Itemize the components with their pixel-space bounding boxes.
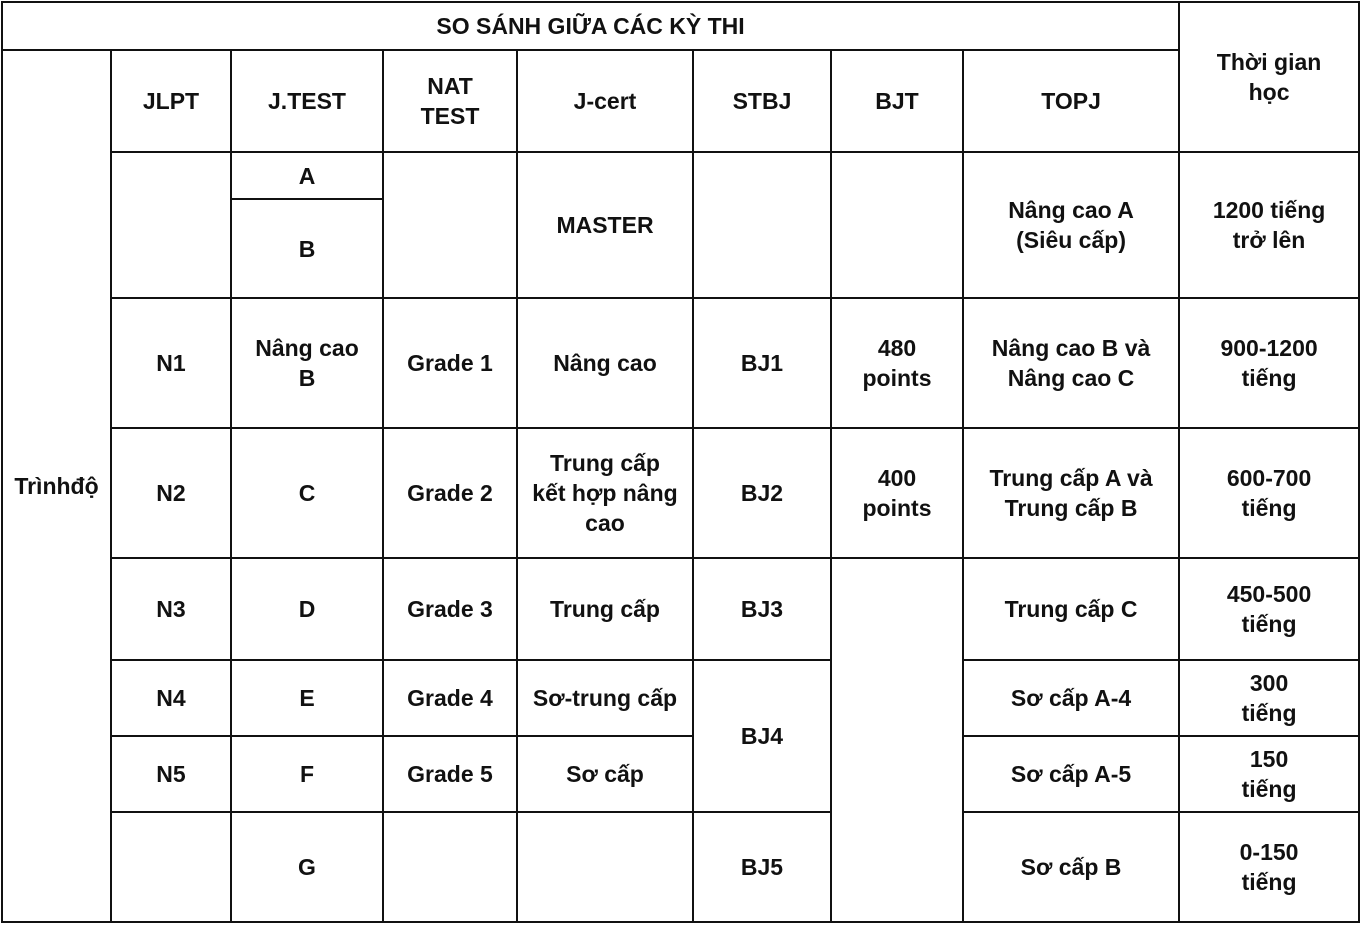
cell-n4-n5-stbj: BJ4 <box>693 660 831 812</box>
cell-n5-study: 150 tiếng <box>1179 736 1359 812</box>
cell-n2-jlpt: N2 <box>111 428 231 558</box>
cell-n2-nat: Grade 2 <box>383 428 517 558</box>
cell-master-jcert: MASTER <box>517 152 693 298</box>
cell-n1-jcert: Nâng cao <box>517 298 693 428</box>
cell-last-nat <box>383 812 517 922</box>
header-bjt: BJT <box>831 50 963 152</box>
cell-master-jtest-b: B <box>231 199 383 298</box>
cell-master-nat <box>383 152 517 298</box>
cell-n2-study: 600-700 tiếng <box>1179 428 1359 558</box>
cell-n2-jcert: Trung cấp kết hợp nâng cao <box>517 428 693 558</box>
cell-last-jcert <box>517 812 693 922</box>
cell-n1-study: 900-1200 tiếng <box>1179 298 1359 428</box>
cell-n4-study: 300 tiếng <box>1179 660 1359 736</box>
cell-master-topj: Nâng cao A (Siêu cấp) <box>963 152 1179 298</box>
exam-comparison-table <box>1 1 1360 923</box>
cell-n1-nat: Grade 1 <box>383 298 517 428</box>
cell-master-study: 1200 tiếng trở lên <box>1179 152 1359 298</box>
cell-n3-topj: Trung cấp C <box>963 558 1179 660</box>
cell-n4-jtest: E <box>231 660 383 736</box>
cell-last-study: 0-150 tiếng <box>1179 812 1359 922</box>
header-jlpt: JLPT <box>111 50 231 152</box>
cell-master-bjt <box>831 152 963 298</box>
cell-n5-jlpt: N5 <box>111 736 231 812</box>
cell-n4-nat: Grade 4 <box>383 660 517 736</box>
cell-n4-topj: Sơ cấp A-4 <box>963 660 1179 736</box>
cell-n3-jtest: D <box>231 558 383 660</box>
cell-n1-topj: Nâng cao B và Nâng cao C <box>963 298 1179 428</box>
cell-last-jlpt <box>111 812 231 922</box>
cell-n3-jlpt: N3 <box>111 558 231 660</box>
cell-n4-jlpt: N4 <box>111 660 231 736</box>
header-jtest: J.TEST <box>231 50 383 152</box>
cell-n1-jtest: Nâng cao B <box>231 298 383 428</box>
table-title: SO SÁNH GIỮA CÁC KỲ THI <box>2 2 1179 50</box>
cell-n1-stbj: BJ1 <box>693 298 831 428</box>
header-topj: TOPJ <box>963 50 1179 152</box>
cell-n3-stbj: BJ3 <box>693 558 831 660</box>
cell-n2-topj: Trung cấp A và Trung cấp B <box>963 428 1179 558</box>
cell-n5-jtest: F <box>231 736 383 812</box>
header-jcert: J-cert <box>517 50 693 152</box>
cell-n2-stbj: BJ2 <box>693 428 831 558</box>
cell-n3-study: 450-500 tiếng <box>1179 558 1359 660</box>
cell-n3-jcert: Trung cấp <box>517 558 693 660</box>
cell-master-jlpt <box>111 152 231 298</box>
cell-n5-nat: Grade 5 <box>383 736 517 812</box>
level-row-label: Trìnhđộ <box>2 50 111 922</box>
cell-last-stbj: BJ5 <box>693 812 831 922</box>
cell-n2-jtest: C <box>231 428 383 558</box>
header-nat-test: NAT TEST <box>383 50 517 152</box>
cell-n4-jcert: Sơ-trung cấp <box>517 660 693 736</box>
cell-n2-bjt: 400 points <box>831 428 963 558</box>
cell-n3-nat: Grade 3 <box>383 558 517 660</box>
cell-n1-bjt: 480 points <box>831 298 963 428</box>
cell-last-jtest: G <box>231 812 383 922</box>
cell-n5-topj: Sơ cấp A-5 <box>963 736 1179 812</box>
header-stbj: STBJ <box>693 50 831 152</box>
cell-lower-bjt <box>831 558 963 922</box>
cell-n1-jlpt: N1 <box>111 298 231 428</box>
cell-master-stbj <box>693 152 831 298</box>
cell-n5-jcert: Sơ cấp <box>517 736 693 812</box>
cell-master-jtest-a: A <box>231 152 383 199</box>
header-study-time: Thời gian học <box>1179 2 1359 152</box>
cell-last-topj: Sơ cấp B <box>963 812 1179 922</box>
